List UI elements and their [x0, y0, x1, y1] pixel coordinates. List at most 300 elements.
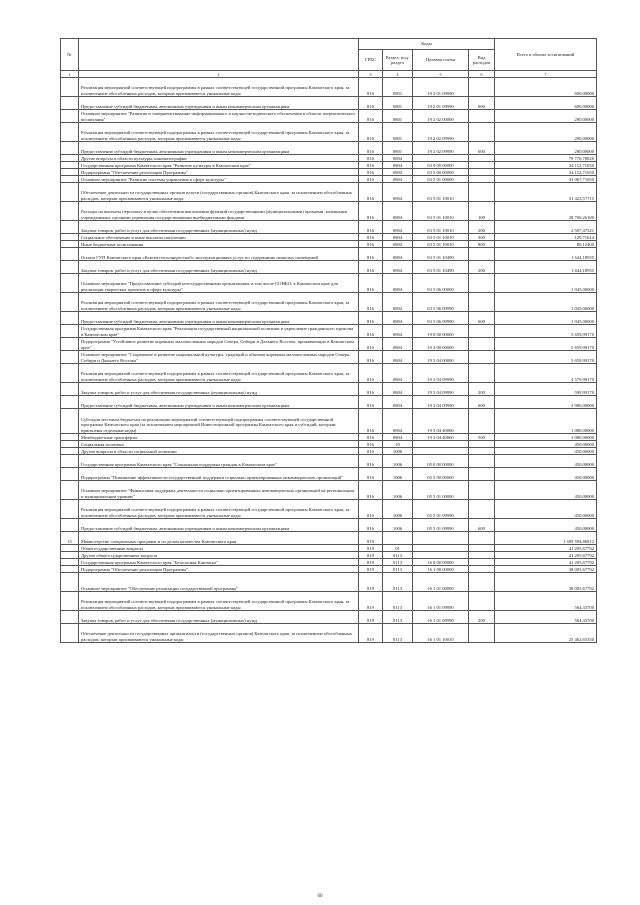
row-number-cell — [61, 123, 79, 142]
row-grbs-cell: 816 — [359, 500, 383, 519]
row-target-cell: 03 5 01 10490 — [413, 261, 469, 274]
row-grbs-cell: 816 — [359, 162, 383, 169]
row-target-cell: 05 5 01 09990 — [413, 519, 469, 532]
row-target-cell: 19 2 01 09990 — [413, 97, 469, 110]
row-target-cell: 16 0 00 00000 — [413, 559, 469, 566]
row-kind-cell — [469, 559, 495, 566]
row-name-cell: Закупка товаров, работ и услуг для обеспечения государственных (муниципальных) нужд — [79, 261, 359, 274]
row-sum-cell: 33 067,71650 — [495, 176, 597, 183]
row-target-cell — [413, 448, 469, 455]
row-kind-cell — [469, 78, 495, 97]
row-number-cell — [61, 248, 79, 261]
row-target-cell: 19 3 00 00000 — [413, 338, 469, 351]
row-section-cell: 0801 — [383, 110, 413, 123]
row-kind-cell: 200 — [469, 383, 495, 396]
row-kind-cell: 200 — [469, 611, 495, 624]
row-target-cell: 03 5 01 10010 — [413, 183, 469, 202]
row-grbs-cell: 816 — [359, 312, 383, 325]
table-row — [61, 532, 597, 545]
row-name-cell: Подпрограмма "Обеспечение реализации Программы" — [79, 169, 359, 176]
row-section-cell: 0113 — [383, 566, 413, 573]
table-row — [61, 364, 597, 383]
row-grbs-cell: 816 — [359, 169, 383, 176]
row-target-cell: 19 2 02 00000 — [413, 110, 469, 123]
row-sum-cell: 38 005,67792 — [495, 566, 597, 573]
header-section: Раздел, под-раздел — [383, 50, 413, 71]
row-section-cell: 1006 — [383, 448, 413, 455]
row-section-cell: 1006 — [383, 519, 413, 532]
row-section-cell: 0804 — [383, 162, 413, 169]
row-number-cell — [61, 261, 79, 274]
row-grbs-cell: 816 — [359, 274, 383, 293]
row-name-cell: Основное мероприятие "Финансовая поддержка деятельности социально ориентированных некоммерческих организаций на региональном и муниципальном уровнях" — [79, 481, 359, 500]
table-row — [61, 481, 597, 500]
row-sum-cell: 1 080,00000 — [495, 434, 597, 441]
table-row — [61, 559, 597, 566]
table-row — [61, 552, 597, 559]
row-name-cell: Основное мероприятие "Развитие системы управления в сфере культуры" — [79, 176, 359, 183]
row-name-cell: Реализация мероприятий соответствующей подпрограммы в рамках соответствующей государственной программы Камчатского края, за исключением обособленных расходов, которым присваиваются уникальные коды — [79, 364, 359, 383]
row-kind-cell — [469, 293, 495, 312]
row-kind-cell: 600 — [469, 396, 495, 409]
row-number-cell — [61, 624, 79, 643]
row-number-cell — [61, 519, 79, 532]
table-row — [61, 176, 597, 183]
row-grbs-cell: 816 — [359, 325, 383, 338]
row-sum-cell: 41 205,67792 — [495, 559, 597, 566]
row-grbs-cell: 816 — [359, 441, 383, 448]
row-section-cell: 0804 — [383, 248, 413, 261]
table-row — [61, 221, 597, 234]
index-cell: 6 — [469, 71, 495, 78]
row-kind-cell — [469, 364, 495, 383]
row-number-cell — [61, 566, 79, 573]
row-kind-cell — [469, 123, 495, 142]
row-section-cell: 0113 — [383, 592, 413, 611]
row-name-cell: Другие вопросы в области социальной политики — [79, 448, 359, 455]
row-section-cell: 0801 — [383, 123, 413, 142]
row-grbs-cell: 816 — [359, 383, 383, 396]
row-number-cell — [61, 293, 79, 312]
row-target-cell: 05 0 00 00000 — [413, 455, 469, 468]
row-section-cell — [383, 532, 413, 545]
table-row — [61, 123, 597, 142]
table-row — [61, 338, 597, 351]
row-number-cell — [61, 78, 79, 97]
table-row — [61, 455, 597, 468]
row-sum-cell: 1 045,00000 — [495, 312, 597, 325]
row-name-cell: Предоставление субсидий бюджетным, автономным учреждениям и иным некоммерческим организациям — [79, 97, 359, 110]
row-kind-cell — [469, 481, 495, 500]
row-grbs-cell: 816 — [359, 519, 383, 532]
row-sum-cell: 5 659,99170 — [495, 338, 597, 351]
row-sum-cell: 5 659,99170 — [495, 325, 597, 338]
row-kind-cell — [469, 169, 495, 176]
row-target-cell: 19 2 02 09990 — [413, 123, 469, 142]
row-target-cell: 03 5 01 10010 — [413, 202, 469, 221]
row-target-cell: 19 3 04 09990 — [413, 396, 469, 409]
row-kind-cell — [469, 274, 495, 293]
row-kind-cell — [469, 441, 495, 448]
row-sum-cell: 1 644,18935 — [495, 261, 597, 274]
row-number-cell: 15 — [61, 532, 79, 545]
row-section-cell: 0804 — [383, 312, 413, 325]
row-grbs-cell: 816 — [359, 396, 383, 409]
row-target-cell: 03 5 06 09990 — [413, 312, 469, 325]
header-codes: Коды — [359, 39, 495, 50]
row-name-cell: Предоставление субсидий бюджетным, автономным учреждениям и иным некоммерческим организациям — [79, 312, 359, 325]
row-target-cell: 19 3 04 09990 — [413, 383, 469, 396]
row-sum-cell: 38 005,67792 — [495, 573, 597, 592]
row-name-cell: Основное мероприятие "Развитие и совершенствование информационного и научно-методического обеспечения в области патриотического воспитания" — [79, 110, 359, 123]
row-sum-cell: 2 507,47521 — [495, 221, 597, 234]
row-grbs-cell: 816 — [359, 202, 383, 221]
row-sum-cell: 5 659,99170 — [495, 351, 597, 364]
row-kind-cell — [469, 338, 495, 351]
row-number-cell — [61, 364, 79, 383]
row-number-cell — [61, 162, 79, 169]
table-row — [61, 78, 597, 97]
row-number-cell — [61, 481, 79, 500]
index-cell: 4 — [383, 71, 413, 78]
row-kind-cell — [469, 248, 495, 261]
row-sum-cell: 3 980,00000 — [495, 396, 597, 409]
row-name-cell: Предоставление субсидий бюджетным, автономным учреждениям и иным некоммерческим организациям — [79, 519, 359, 532]
row-kind-cell: 600 — [469, 97, 495, 110]
row-name-cell: Государственная программа Камчатского края "Развитие культуры в Камчатском крае" — [79, 162, 359, 169]
table-row — [61, 293, 597, 312]
table-body — [61, 78, 597, 643]
row-sum-cell: 450,00000 — [495, 455, 597, 468]
row-kind-cell — [469, 325, 495, 338]
row-name-cell: Обеспечение деятельности государственных органов власти (государственных органов) Камчатского края, за исключением обособленных расходов, которым присваиваются уникальные коды — [79, 624, 359, 643]
table-row — [61, 441, 597, 448]
table-row — [61, 274, 597, 293]
row-name-cell: Подпрограмма "Устойчивое развитие коренных малочисленных народов Севера, Сибири и Дальнего Востока, проживающих в Камчатском крае" — [79, 338, 359, 351]
row-number-cell — [61, 142, 79, 155]
row-kind-cell: 300 — [469, 234, 495, 241]
row-number-cell — [61, 241, 79, 248]
row-name-cell: Общегосударственные вопросы — [79, 545, 359, 552]
row-kind-cell — [469, 552, 495, 559]
row-sum-cell: 34 112,71650 — [495, 162, 597, 169]
header-num: № — [61, 39, 79, 71]
index-cell: 1 — [61, 71, 79, 78]
row-grbs-cell: 816 — [359, 338, 383, 351]
row-name-cell: Реализация мероприятий соответствующей подпрограммы в рамках соответствующей государственной программы Камчатского края, за исключением обособленных расходов, которым присваиваются уникальные коды — [79, 293, 359, 312]
row-name-cell: Оплата ГУП Камчатского края «Камчаттеплоэнергоснаб» эксплуатационных услуг по содержанию нежилых помещений — [79, 248, 359, 261]
row-grbs-cell: 819 — [359, 573, 383, 592]
row-number-cell — [61, 97, 79, 110]
row-name-cell: Закупка товаров, работ и услуг для обеспечения государственных (муниципальных) нужд — [79, 221, 359, 234]
table-row — [61, 566, 597, 573]
row-sum-cell: 450,00000 — [495, 481, 597, 500]
index-cell: 2 — [79, 71, 359, 78]
row-sum-cell: 41 205,67792 — [495, 545, 597, 552]
row-name-cell: Обеспечение деятельности государственных органов власти (государственных органов) Камчатского края, за исключением обособленных расходов, которым присваиваются уникальные коды — [79, 183, 359, 202]
table-row — [61, 519, 597, 532]
row-grbs-cell: 819 — [359, 545, 383, 552]
row-number-cell — [61, 110, 79, 123]
row-grbs-cell: 816 — [359, 409, 383, 434]
row-name-cell: Реализация мероприятий соответствующей подпрограммы в рамках соответствующей государственной программы Камчатского края, за исключением обособленных расходов, которым присваиваются уникальные коды — [79, 78, 359, 97]
row-name-cell: Закупка товаров, работ и услуг для обеспечения государственных (муниципальных) нужд — [79, 383, 359, 396]
row-number-cell — [61, 552, 79, 559]
row-target-cell: 16 1 01 09990 — [413, 611, 469, 624]
row-kind-cell — [469, 566, 495, 573]
row-section-cell: 0113 — [383, 573, 413, 592]
table-row — [61, 202, 597, 221]
row-kind-cell — [469, 162, 495, 169]
row-name-cell: Государственная программа Камчатского края "Безопасная Камчатка" — [79, 559, 359, 566]
row-target-cell: 16 1 01 00000 — [413, 573, 469, 592]
row-number-cell — [61, 559, 79, 566]
row-section-cell: 0113 — [383, 552, 413, 559]
row-number-cell — [61, 441, 79, 448]
row-section-cell: 1006 — [383, 481, 413, 500]
row-name-cell: Предоставление субсидий бюджетным, автономным учреждениям и иным некоммерческим организациям — [79, 142, 359, 155]
table-row — [61, 142, 597, 155]
row-number-cell — [61, 396, 79, 409]
row-grbs-cell: 816 — [359, 364, 383, 383]
table-row — [61, 312, 597, 325]
row-number-cell — [61, 183, 79, 202]
row-sum-cell: 1 045,00000 — [495, 293, 597, 312]
row-grbs-cell: 819 — [359, 532, 383, 545]
row-grbs-cell: 816 — [359, 78, 383, 97]
row-target-cell: 19 3 04 40060 — [413, 434, 469, 441]
row-grbs-cell: 816 — [359, 455, 383, 468]
row-sum-cell: 290,00000 — [495, 110, 597, 123]
table-row — [61, 155, 597, 162]
row-target-cell — [413, 441, 469, 448]
table-row — [61, 248, 597, 261]
row-sum-cell: 600,00000 — [495, 78, 597, 97]
row-number-cell — [61, 169, 79, 176]
row-section-cell: 0804 — [383, 325, 413, 338]
budget-table — [60, 38, 597, 643]
row-section-cell: 0804 — [383, 338, 413, 351]
row-sum-cell: 1 080,00000 — [495, 409, 597, 434]
table-row — [61, 241, 597, 248]
row-kind-cell: 600 — [469, 519, 495, 532]
table-row — [61, 97, 597, 110]
row-name-cell: Субсидии местным бюджетам на реализацию мероприятий соответствующей подпрограммы соответствующей государственной программы Камчатского края (за исключением мероприятий Инвестиционной программы Камчатского края и субсидий, которым присвоены отдельные коды) — [79, 409, 359, 434]
row-name-cell: Подпрограмма "Обеспечение реализации Программы" — [79, 566, 359, 573]
row-target-cell — [413, 155, 469, 162]
row-sum-cell: 25 462,65350 — [495, 624, 597, 643]
row-section-cell: 0804 — [383, 293, 413, 312]
row-kind-cell — [469, 455, 495, 468]
row-sum-cell: 564,33700 — [495, 592, 597, 611]
row-target-cell: 03 5 01 10010 — [413, 221, 469, 234]
row-target-cell: 03 5 01 10010 — [413, 234, 469, 241]
row-number-cell — [61, 611, 79, 624]
row-name-cell: Основное мероприятие "Сохранение и развитие национальной культуры, традиций и обычаев коренных малочисленных народов Севера, Сибири и Дальнего Востока" — [79, 351, 359, 364]
table-row — [61, 434, 597, 441]
header-target: Целевая статья — [413, 50, 469, 71]
table-row — [61, 234, 597, 241]
row-target-cell: 05 5 00 00000 — [413, 468, 469, 481]
row-number-cell — [61, 176, 79, 183]
row-section-cell: 0801 — [383, 97, 413, 110]
table-row — [61, 110, 597, 123]
row-name-cell: Реализация мероприятий соответствующей подпрограммы в рамках соответствующей государственной программы Камчатского края, за исключением обособленных расходов, которым присваиваются уникальные коды — [79, 500, 359, 519]
table-row — [61, 592, 597, 611]
row-section-cell: 0804 — [383, 176, 413, 183]
row-grbs-cell: 819 — [359, 611, 383, 624]
row-section-cell: 0804 — [383, 434, 413, 441]
row-sum-cell: 564,33700 — [495, 611, 597, 624]
row-kind-cell — [469, 624, 495, 643]
table-row — [61, 468, 597, 481]
row-kind-cell — [469, 176, 495, 183]
row-section-cell: 0804 — [383, 221, 413, 234]
row-number-cell — [61, 155, 79, 162]
row-section-cell: 0804 — [383, 155, 413, 162]
row-sum-cell: 1 045,00000 — [495, 274, 597, 293]
table-row — [61, 396, 597, 409]
row-target-cell: 03 5 06 09990 — [413, 293, 469, 312]
table-row — [61, 183, 597, 202]
row-section-cell: 0804 — [383, 202, 413, 221]
row-section-cell: 0804 — [383, 396, 413, 409]
row-name-cell: Иные бюджетные ассигнования — [79, 241, 359, 248]
row-sum-cell: 450,00000 — [495, 441, 597, 448]
row-number-cell — [61, 234, 79, 241]
row-name-cell: Расходы на выплаты персоналу в целях обеспечения выполнения функций государственными (муниципальными) органами, казенными учреждениями, органами управления государственными внебюджетными фондами — [79, 202, 359, 221]
table-row — [61, 500, 597, 519]
row-number-cell — [61, 325, 79, 338]
table-row — [61, 261, 597, 274]
row-target-cell: 19 3 04 00000 — [413, 351, 469, 364]
row-section-cell: 0113 — [383, 624, 413, 643]
row-section-cell: 0804 — [383, 274, 413, 293]
row-grbs-cell: 819 — [359, 566, 383, 573]
row-section-cell: 0804 — [383, 383, 413, 396]
row-grbs-cell: 816 — [359, 481, 383, 500]
row-target-cell: 05 5 01 09990 — [413, 500, 469, 519]
row-name-cell: Другие вопросы в области культуры, кинематографии — [79, 155, 359, 162]
row-number-cell — [61, 409, 79, 434]
row-section-cell: 1006 — [383, 468, 413, 481]
row-kind-cell — [469, 500, 495, 519]
row-grbs-cell: 816 — [359, 142, 383, 155]
row-number-cell — [61, 592, 79, 611]
row-kind-cell — [469, 155, 495, 162]
row-kind-cell — [469, 183, 495, 202]
row-name-cell: Государственная программа Камчатского края "Социальная поддержка граждан в Камчатском крае" — [79, 455, 359, 468]
row-kind-cell — [469, 545, 495, 552]
row-grbs-cell: 816 — [359, 176, 383, 183]
row-grbs-cell: 816 — [359, 261, 383, 274]
row-sum-cell: 290,00000 — [495, 142, 597, 155]
row-target-cell: 03 5 00 00000 — [413, 169, 469, 176]
row-kind-cell — [469, 448, 495, 455]
row-section-cell: 0804 — [383, 169, 413, 176]
row-section-cell: 0804 — [383, 351, 413, 364]
row-kind-cell — [469, 592, 495, 611]
row-number-cell — [61, 338, 79, 351]
row-number-cell — [61, 545, 79, 552]
row-sum-cell: 450,00000 — [495, 448, 597, 455]
row-section-cell: 1006 — [383, 455, 413, 468]
row-grbs-cell: 816 — [359, 234, 383, 241]
row-grbs-cell: 816 — [359, 221, 383, 234]
row-section-cell: 10 — [383, 441, 413, 448]
row-name-cell: Государственная программа Камчатского края "Реализация государственной национальной политики и укрепление гражданского единства в Камчатском крае" — [79, 325, 359, 338]
row-number-cell — [61, 573, 79, 592]
row-target-cell: 16 1 01 10010 — [413, 624, 469, 643]
row-target-cell: 19 3 04 09990 — [413, 364, 469, 383]
row-grbs-cell: 816 — [359, 155, 383, 162]
row-name-cell: Реализация мероприятий соответствующей подпрограммы в рамках соответствующей государственной программы Камчатского края, за исключением обособленных расходов, которым присваиваются уникальные коды — [79, 592, 359, 611]
header-name — [79, 39, 359, 71]
row-section-cell: 0804 — [383, 364, 413, 383]
table-row — [61, 325, 597, 338]
row-target-cell — [413, 532, 469, 545]
row-grbs-cell: 816 — [359, 183, 383, 202]
row-target-cell — [413, 545, 469, 552]
row-sum-cell: 41 205,67792 — [495, 552, 597, 559]
row-target-cell: 03 0 00 00000 — [413, 162, 469, 169]
row-kind-cell: 200 — [469, 261, 495, 274]
row-sum-cell: 1 644,18935 — [495, 248, 597, 261]
row-kind-cell: 200 — [469, 221, 495, 234]
row-section-cell: 0113 — [383, 559, 413, 566]
row-grbs-cell: 819 — [359, 624, 383, 643]
row-section-cell: 0113 — [383, 611, 413, 624]
row-sum-cell: 450,00000 — [495, 468, 597, 481]
row-target-cell — [413, 552, 469, 559]
row-section-cell: 1006 — [383, 500, 413, 519]
row-kind-cell — [469, 532, 495, 545]
row-sum-cell: 1 309 594,86812 — [495, 532, 597, 545]
row-sum-cell: 31 423,57715 — [495, 183, 597, 202]
row-grbs-cell: 816 — [359, 448, 383, 455]
row-sum-cell: 28 706,26180 — [495, 202, 597, 221]
row-number-cell — [61, 202, 79, 221]
table-row — [61, 383, 597, 396]
row-number-cell — [61, 448, 79, 455]
table-row — [61, 351, 597, 364]
row-section-cell: 0801 — [383, 78, 413, 97]
row-section-cell: 0804 — [383, 241, 413, 248]
row-target-cell: 16 1 01 09990 — [413, 592, 469, 611]
row-grbs-cell: 816 — [359, 293, 383, 312]
row-target-cell: 03 5 01 10490 — [413, 248, 469, 261]
row-name-cell: Предоставление субсидий бюджетным, автономным учреждениям и иным некоммерческим организациям — [79, 396, 359, 409]
row-name-cell: Социальная политика — [79, 441, 359, 448]
index-cell: 7 — [495, 71, 597, 78]
row-name-cell: Основное мероприятие "Предоставление субсидий негосударственным организациям, в том числе СОНКО, в Камчатском крае для реализации творческих проектов в сфере культуры" — [79, 274, 359, 293]
table-row — [61, 573, 597, 592]
row-name-cell: Закупка товаров, работ и услуг для обеспечения государственных (муниципальных) нужд — [79, 611, 359, 624]
row-sum-cell: 599,99170 — [495, 383, 597, 396]
row-grbs-cell: 816 — [359, 468, 383, 481]
row-grbs-cell: 816 — [359, 123, 383, 142]
row-grbs-cell: 816 — [359, 248, 383, 261]
header-total: Всего в объеме ассигнований — [495, 39, 597, 71]
index-cell: 5 — [413, 71, 469, 78]
row-grbs-cell: 816 — [359, 351, 383, 364]
row-section-cell: 0804 — [383, 409, 413, 434]
row-target-cell: 03 5 06 00000 — [413, 274, 469, 293]
row-grbs-cell: 819 — [359, 552, 383, 559]
row-sum-cell: 600,00000 — [495, 97, 597, 110]
row-sum-cell: 129,71614 — [495, 234, 597, 241]
row-target-cell: 03 5 01 00000 — [413, 176, 469, 183]
